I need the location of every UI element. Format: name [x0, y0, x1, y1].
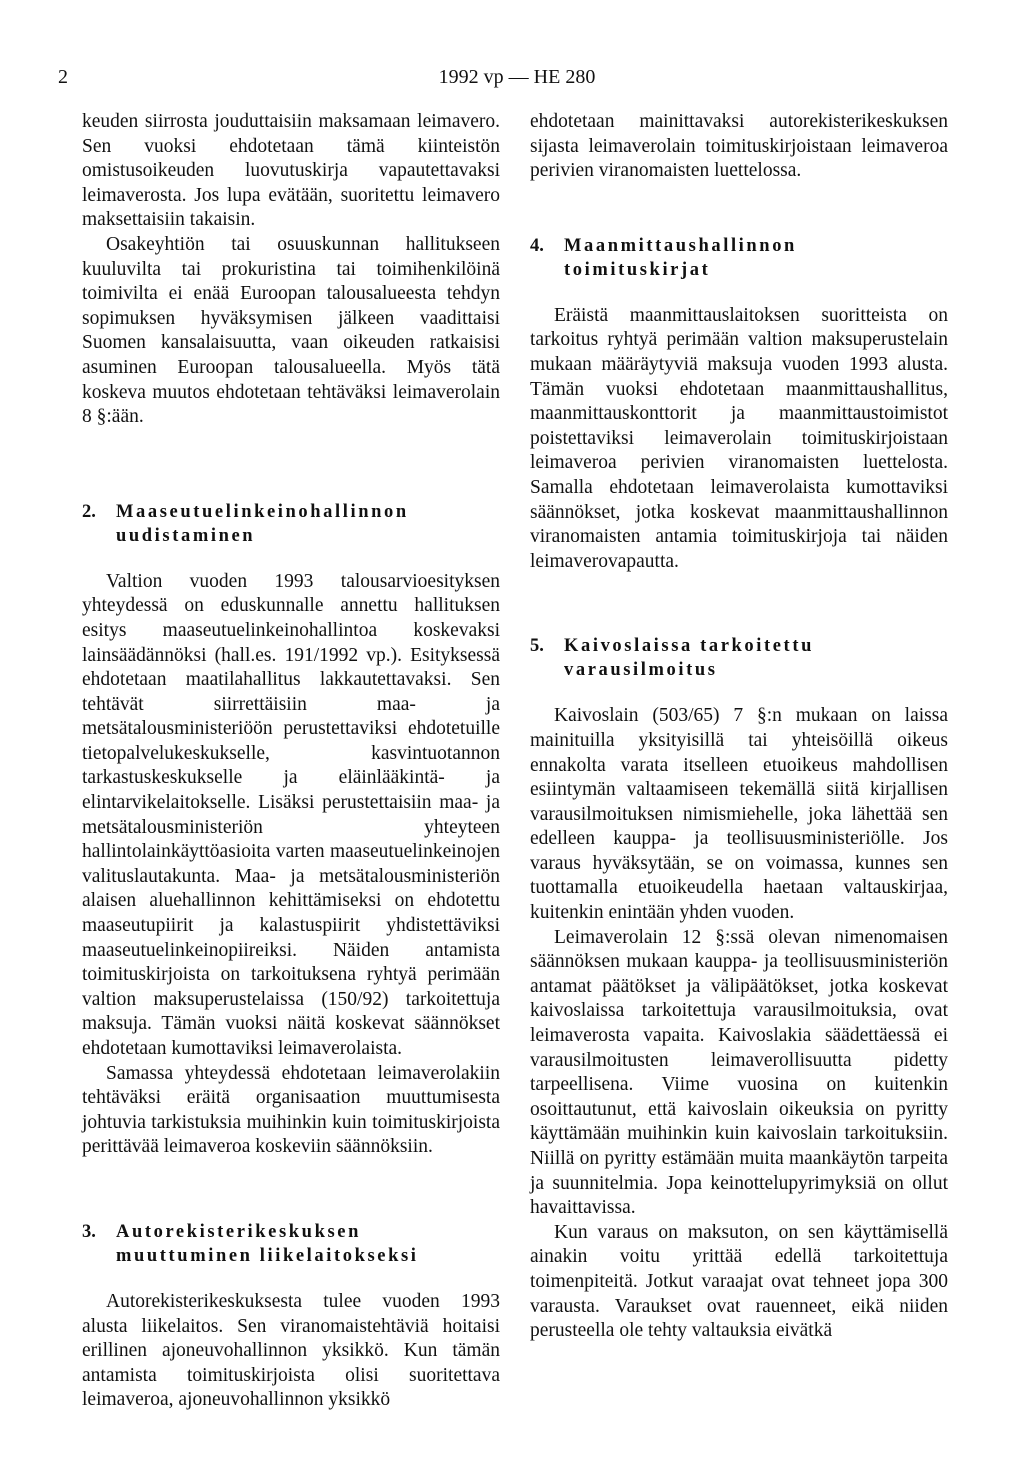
paragraph: keuden siirrosta jouduttaisiin maksamaan leimavero. Sen vuoksi ehdotetaan tämä kiinteistön omistusoikeuden luovutuskirja vapautettavaksi leimaverosta. Jos lupa evätään, suoritettu leimavero maksettaisiin takaisin.: [82, 111, 500, 231]
section-title: Kaivoslaissa tarkoitettu varausilmoitus: [564, 636, 814, 681]
paragraph: ehdotetaan mainittavaksi autorekisterikeskuksen sijasta leimaverolain toimituskirjoistaan leimaveroa perivien viranomaisten luettelossa.: [530, 111, 948, 182]
section-heading: [82, 500, 500, 548]
section-heading: [530, 634, 948, 682]
running-head: 1992 vp — HE 280: [438, 66, 596, 88]
section-title: Autorekisterikeskuksen muuttuminen liikelaitokseksi: [116, 1221, 419, 1266]
left-column: [82, 110, 500, 1413]
paragraph: Kun varaus on maksuton, on sen käyttämisellä ainakin voitu yrittää edellä tarkoitettuja toimenpiteitä. Jotkut varaajat ovat tehneet jopa 300 varausta. Varaukset ovat rauenneet, eikä niiden perusteella ole tehty valtauksia eivätkä: [530, 1221, 948, 1342]
section-number: 3.: [82, 1221, 96, 1242]
right-column: [530, 110, 948, 1344]
section-heading: [530, 234, 948, 282]
page-header: [58, 62, 976, 92]
paragraph: Autorekisterikeskuksesta tulee vuoden 1993 alusta liikelaitos. Sen viranomaistehtäviä hoitaisi erillinen ajoneuvohallinnon yksikkö. Kun tämän antamista toimituskirjoista olisi suoritettava leimaveroa, ajoneuvohallinnon yksikkö: [82, 1290, 500, 1411]
paragraph: Osakeyhtiön tai osuuskunnan hallitukseen kuuluvilta tai prokuristina tai toimihenkilöinä toimivilta ei enää Euroopan talousalueesta tehdyn sopimuksen hyväksymisen jälkeen vaadittaisi Suomen kansalaisuutta, vaan oikeuden ratkaisisi asuminen Euroopan talousalueella. Myös tätä koskeva muutos ehdotetaan tehtäväksi leimaverolain 8 §:ään.: [82, 233, 500, 428]
paragraph: Valtion vuoden 1993 talousarvioesityksen yhteydessä on eduskunnalle annettu hallituksen esitys maaseutuelinkeinohallintoa koskevaksi lainsäädännöksi (hall.es. 191/1992 vp.). Esityksessä ehdotetaan maatilahallitus lakkautettavaksi. Sen tehtävät siirrettäisiin maa- ja metsätalousministeriöön perustettaviksi ehdotetuille tietopalvelukeskukselle, kasvintuotannon tarkastuskeskukselle ja eläinlääkintä- ja elintarvikelaitokselle. Lisäksi perustettaisiin maa- ja metsätalousministeriön yhteyteen hallintolainkäyttöasioita varten maaseutuelinkeinojen valituslautakunta. Maa- ja metsätalousministeriön alaisen aluehallinnon kehittämiseksi on ehdotettu maaseutupiirit ja kalastuspiirit yhdistettäviksi maaseutuelinkeinopiireiksi. Näiden antamista toimituskirjoista on tarkoituksena ryhtyä perimään valtion maksuperustelaissa (150/92) tarkoitettuja maksuja. Tämän vuoksi näitä koskevat säännökset ehdotetaan kumottaviksi leimaverolaista.: [82, 570, 500, 1059]
paragraph: Leimaverolain 12 §:ssä olevan nimenomaisen säännöksen mukaan kauppa- ja teollisuusministeriön antamat päätökset ja välipäätökset, jotka koskevat kaivoslaissa tarkoitettuja varausilmoituksia, ovat leimaverosta vapaita. Kaivoslakia säädettäessä ei varausilmoitusten leimaverollisuutta pidetty tarpeellisena. Viime vuosina on kuitenkin osoittautunut, että kaivoslain oikeuksia on pyritty käyttämään muihinkin kuin kaivoslain tarkoituksiin. Niillä on pyritty estämään muita maankäytön tarpeita ja suunnitelmia. Jopa keinottelupyrimyksiä on ollut havaittavissa.: [530, 926, 948, 1219]
paragraph: Kaivoslain (503/65) 7 §:n mukaan on laissa mainituilla yksityisillä tai yhteisöillä oikeus ennakolta varata itselleen etuoikeus mahdollisen esiintymän valtaamiseen tekemällä siitä kirjallisen varausilmoituksen nimismiehelle, joka lähettää sen edelleen kauppa- ja teollisuusministeriölle. Jos varaus hyväksytään, se on voimassa, kunnes sen tuottamalla etuoikeudella haetaan valtauskirjaa, kuitenkin enintään yhden vuoden.: [530, 705, 948, 924]
section-title: Maanmittaushallinnon toimituskirjat: [564, 235, 797, 280]
paragraph: Eräistä maanmittauslaitoksen suoritteista on tarkoitus ryhtyä perimään valtion maksuperustelain mukaan määräytyviä maksuja vuoden 1993 alusta. Tämän vuoksi ehdotetaan maanmittaushallitus, maanmittauskonttorit ja maanmittaustoimistot poistettaviksi leimaverolain toimituskirjoistaan leimaveroa perivien viranomaisten luettelosta. Samalla ehdotetaan leimaverolaista kumottaviksi säännökset, jotka koskevat maanmittaushallinnon viranomaisten antamia toimituskirjoja tai näiden leimaverovapautta.: [530, 304, 948, 572]
section-number: 5.: [530, 636, 544, 657]
section-heading: [82, 1220, 500, 1268]
section-number: 2.: [82, 501, 96, 522]
section-title: Maaseutuelinkeinohallinnon uudistaminen: [116, 501, 409, 546]
paragraph: Samassa yhteydessä ehdotetaan leimaverolakiin tehtäväksi eräitä organisaation muuttumisesta johtuvia tarkistuksia muihinkin kuin toimituskirjoista perittävää leimaveroa koskeviin säännöksiin.: [82, 1062, 500, 1158]
section-number: 4.: [530, 235, 544, 256]
page-number: 2: [58, 66, 68, 88]
